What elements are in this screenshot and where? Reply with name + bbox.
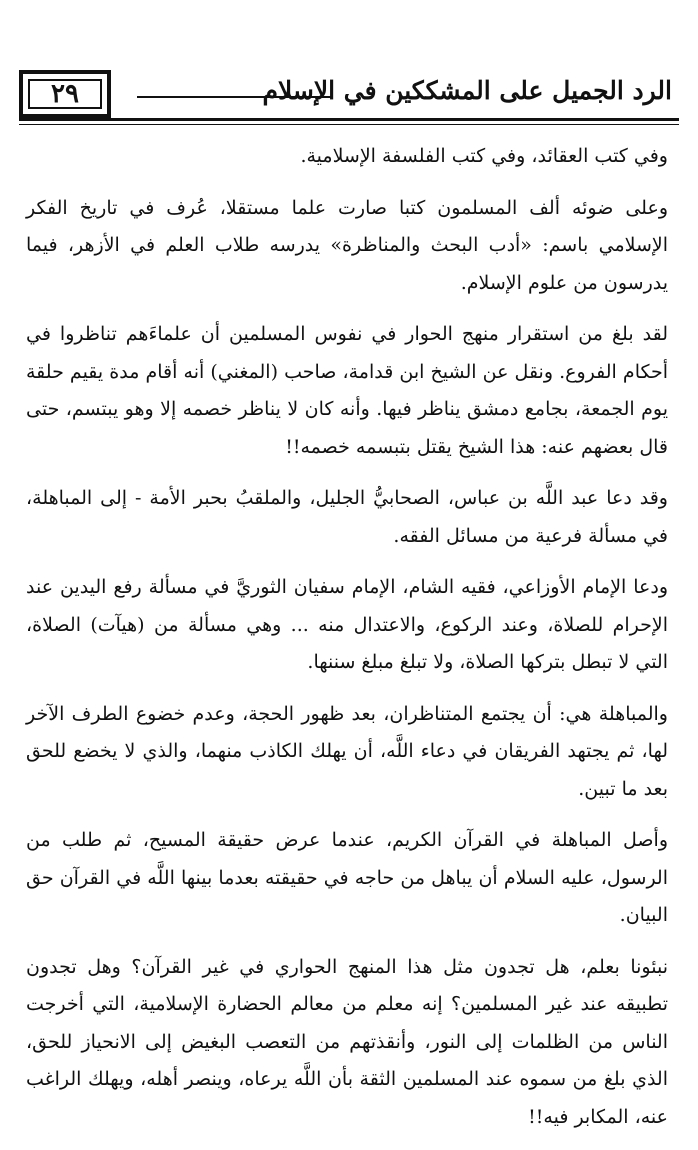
paragraph: ودعا الإمام الأوزاعي، فقيه الشام، الإمام سفيان الثوريَّ في مسألة رفع اليدين عند الإحرام للصلاة، وعند الركوع، والاعتدال منه ... وهي مسألة من (هيآت) الصلاة، التي لا تبطل بتركها الصلاة، ولا تبلغ مبلغ سننها.: [26, 576, 668, 673]
paragraph: نبئونا بعلم، هل تجدون مثل هذا المنهج الحواري في غير القرآن؟ وهل تجدون تطبيقه عند غير المسلمين؟ إنه معلم من معالم الحضارة الإسلامية، التي أخرجت الناس من الظلمات إلى النور، وأنقذتهم من التعصب البغيض إلى الانحياز للحق، الذي بلغ من سموه عند المسلمين الثقة بأن اللَّه يرعاه، وينصر أهله، ويهلك الراغب عنه، المكابر فيه!!: [26, 955, 668, 1128]
page-header: [0, 0, 698, 130]
page-number-box: [19, 70, 111, 118]
paragraph: وأصل المباهلة في القرآن الكريم، عندما عرض حقيقة المسيح، ثم طلب من الرسول، عليه السلام أن يباهل من حاجه في حقيقته بعدما بينها اللَّه في القرآن حق البيان.: [26, 829, 668, 926]
page-number: ٢٩: [28, 79, 102, 109]
paragraph: والمباهلة هي: أن يجتمع المتناظران، بعد ظهور الحجة، وعدم خضوع الطرف الآخر لها، ثم يجتهد الفريقان في دعاء اللَّه، أن يهلك الكاذب منهما، والذي لا يخضع للحق بعد ما تبين.: [26, 702, 668, 800]
book-title: الرد الجميل على المشككين في الإسلام: [262, 76, 672, 105]
page-body: [26, 138, 668, 1150]
paragraph: وعلى ضوئه ألف المسلمون كتبا صارت علما مستقلا، عُرف في تاريخ الفكر الإسلامي باسم: «أدب البحث والمناظرة» يدرسه طلاب العلم في الأزهر، فيما يدرسون من علوم الإسلام.: [26, 196, 668, 294]
paragraph: وقد دعا عبد اللَّه بن عباس، الصحابيُّ الجليل، والملقبُ بحبر الأمة - إلى المباهلة، في مسألة فرعية من مسائل الفقه.: [26, 487, 668, 547]
paragraph: وفي كتب العقائد، وفي كتب الفلسفة الإسلامية.: [300, 145, 668, 167]
paragraph: لقد بلغ من استقرار منهج الحوار في نفوس المسلمين أن علماءَهم تناظروا في أحكام الفروع. ونقل عن الشيخ ابن قدامة، صاحب (المغني) أنه أقام مدة يقيم حلقة يوم الجمعة، بجامع دمشق يناظر فيها. وأنه كان لا يناظر خصمه إلا وهو يبتسم، حتى قال بعضهم عنه: هذا الشيخ يقتل بتبسمه خصمه!!: [26, 323, 668, 458]
header-rule-thick: [19, 118, 679, 121]
header-rule-thin: [19, 124, 679, 125]
